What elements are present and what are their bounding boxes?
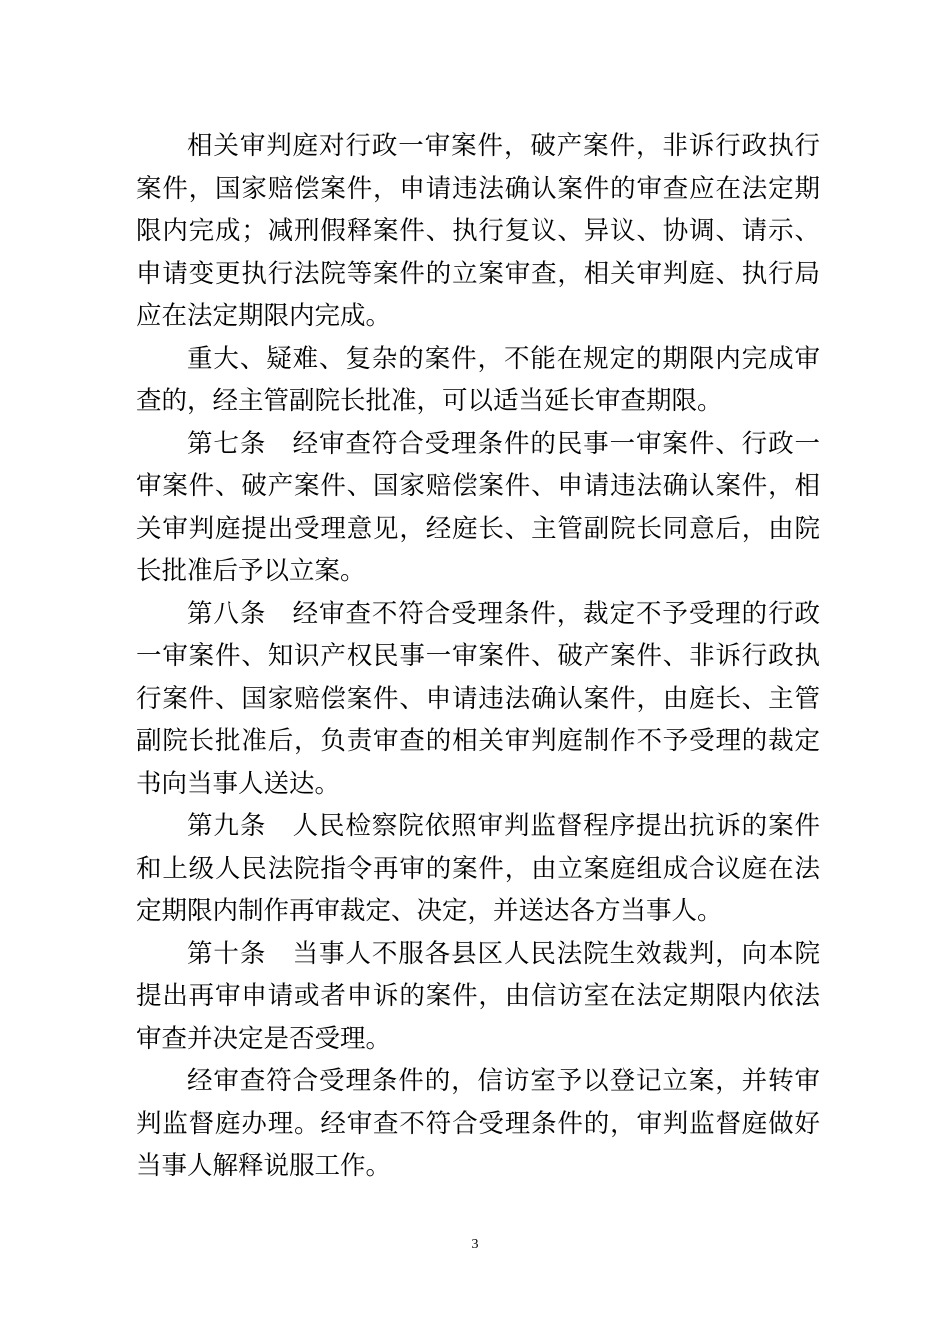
paragraph-article-9: 第九条 人民检察院依照审判监督程序提出抗诉的案件和上级人民法院指令再审的案件，由立案庭组成合议庭在法定期限内制作再审裁定、决定，并送达各方当事人。 [136, 811, 820, 926]
paragraph: 经审查符合受理条件的，信访室予以登记立案，并转审判监督庭办理。经审查不符合受理条件的，审判监督庭做好当事人解释说服工作。 [136, 1066, 820, 1181]
document-body [136, 125, 820, 1188]
page-number: 3 [471, 1237, 479, 1252]
paragraph-article-8: 第八条 经审查不符合受理条件，裁定不予受理的行政一审案件、知识产权民事一审案件、破产案件、非诉行政执行案件、国家赔偿案件、申请违法确认案件，由庭长、主管副院长批准后，负责审查的相关审判庭制作不予受理的裁定书向当事人送达。 [136, 598, 820, 799]
paragraph-article-7: 第七条 经审查符合受理条件的民事一审案件、行政一审案件、破产案件、国家赔偿案件、申请违法确认案件，相关审判庭提出受理意见，经庭长、主管副院长同意后，由院长批准后予以立案。 [136, 428, 820, 586]
paragraph-article-10: 第十条 当事人不服各县区人民法院生效裁判，向本院提出再审申请或者申诉的案件，由信访室在法定期限内依法审查并决定是否受理。 [136, 938, 820, 1054]
paragraph: 重大、疑难、复杂的案件，不能在规定的期限内完成审查的，经主管副院长批准，可以适当延长审查期限。 [136, 343, 820, 416]
paragraph: 相关审判庭对行政一审案件，破产案件，非诉行政执行案件，国家赔偿案件，申请违法确认案件的审查应在法定期限内完成；减刑假释案件、执行复议、异议、协调、请示、申请变更执行法院等案件的立案审查，相关审判庭、执行局应在法定期限内完成。 [136, 131, 820, 331]
